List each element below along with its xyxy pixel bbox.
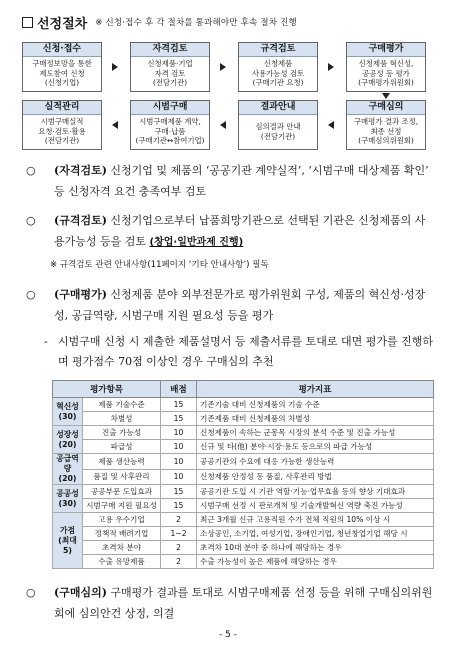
label-spec-review: (규격검토) (54, 214, 107, 227)
table-row (53, 499, 434, 513)
flow-step-line: 시범구매제품 계약, (139, 117, 201, 126)
points-cell: 15 (161, 412, 197, 426)
category-score: (20) (58, 474, 77, 483)
item-cell: 정책적 배려기업 (83, 527, 161, 541)
flow-step-line: (구매평가위원회) (358, 78, 414, 87)
indicator-cell: 시범구매 선정 시 판로개척 및 기술개발혁신 역량 축진 가능성 (197, 499, 434, 513)
indicator-cell: 공공기관의 수요에 대응 가능한 생산능력 (197, 454, 434, 470)
indicator-cell: 소상공인, 소기업, 여성기업, 장애인기업, 청년창업기업 해당 시 (197, 527, 434, 541)
table-row (53, 440, 434, 454)
category-name: 공공성 (56, 488, 79, 498)
flow-step-head: 실적관리 (23, 101, 101, 115)
category-name: 성장성 (56, 429, 79, 439)
points-cell: 15 (161, 499, 197, 513)
category-cell (53, 513, 83, 569)
text-spec-review: 신청기업으로부터 납품희망기관으로 선택된 기관은 신청제품의 사용가능성 등을 검토 (54, 214, 426, 248)
table-row (53, 485, 434, 499)
flow-step-line: 구매·납품 (154, 126, 186, 136)
category-score: (30) (58, 498, 77, 508)
item-cell: 시범구매 지원 필요성 (83, 499, 161, 513)
paragraph-spec-review (26, 210, 434, 253)
flow-step-line: 제도참여 신청 (39, 68, 85, 78)
points-cell: 15 (161, 485, 197, 499)
flow-step-spec (238, 42, 318, 92)
paragraph-purchase-review (26, 582, 434, 624)
item-cell: 초격차 분야 (83, 541, 161, 555)
indicator-cell: 수출 가능성이 높은 제품에 해당하는 경우 (197, 555, 434, 569)
flow-step-body (347, 115, 425, 147)
flow-step-body (239, 115, 317, 142)
bullet-circle: ○ (26, 214, 36, 227)
item-cell: 차별성 (83, 412, 161, 426)
bullet-circle: ○ (26, 288, 36, 301)
text-purchase-review: 구매평가 결과를 토대로 시범구매제품 선정 등을 위해 구매심의위원회에 심의안건 상정, 의결 (54, 586, 433, 620)
flow-step-line: 공공성 등 평가 (362, 68, 410, 78)
flow-step-record (22, 100, 102, 150)
title-note: ※ 신청·접수 후 각 절차를 통과해야만 후속 절차 진행 (95, 18, 297, 28)
indicator-cell: 최근 3개월 신규 고용직원 수가 전체 직원의 10% 이상 시 (197, 513, 434, 527)
points-cell: 2 (161, 513, 197, 527)
points-cell: 2 (161, 555, 197, 569)
category-cell (53, 398, 83, 426)
flow-step-head: 결과안내 (239, 101, 317, 115)
flow-step-body (23, 57, 101, 89)
emphasis-track: (창업·일반과제 진행) (149, 237, 244, 248)
category-cell (53, 454, 83, 485)
page-number: - 5 - (219, 630, 237, 640)
flow-step-line: 사용가능성 검토 (251, 68, 305, 78)
flow-step-head: 자격검토 (131, 43, 209, 57)
points-cell: 10 (161, 440, 197, 454)
paragraph-purchase-eval (26, 284, 434, 326)
item-cell: 고용 우수기업 (83, 513, 161, 527)
flow-step-line: 신청제품 (263, 59, 293, 68)
flow-step-line: 구매정보망을 통한 (32, 59, 92, 68)
points-cell: 15 (161, 398, 197, 412)
flow-step-body (131, 115, 209, 147)
text-eligibility: 신청기업 및 제품의 ‘공공기관 계약실적’, ‘시범구매 대상제품 확인’ 등 신청자격 요건 충족여부 검토 (54, 164, 429, 198)
flow-step-line: (전담기관) (152, 78, 188, 87)
points-cell: 1~2 (161, 527, 197, 541)
label-eligibility: (자격검토) (54, 164, 107, 177)
flow-step-line: 신청제품 혁신성, (358, 59, 414, 68)
category-name: 혁신성 (56, 401, 79, 411)
indicator-cell: 기존기술 대비 신청제품의 기술 수준 (197, 398, 434, 412)
flow-step-head: 시범구매 (131, 101, 209, 115)
evaluation-table (52, 380, 434, 569)
flow-step-head: 규격검토 (239, 43, 317, 57)
header-indicator: 평가지표 (197, 381, 434, 398)
header-score: 배점 (161, 381, 197, 398)
paragraph-eligibility (26, 160, 434, 202)
flow-step-head: 구매평가 (347, 43, 425, 57)
flow-step-line: (구매기관 요청) (252, 78, 304, 87)
table-row (53, 454, 434, 470)
text-purchase-eval-detail: 시범구매 신청 시 제출한 제품설명서 등 제출서류를 토대로 대면 평가를 진행하며 평가점수 70점 이상인 경우 구매심의 추천 (58, 335, 433, 368)
arrow-right-icon (220, 63, 226, 71)
item-cell: 제품 기술수준 (83, 398, 161, 412)
category-cell (53, 485, 83, 513)
label-purchase-review: (구매심의) (54, 586, 107, 599)
table-row (53, 469, 434, 485)
flow-step-line: (구매기관↔참여기업) (135, 136, 205, 145)
indicator-cell: 기존제품 대비 신청제품의 차별성 (197, 412, 434, 426)
points-cell: 10 (161, 426, 197, 440)
flow-step-line: (신청기업) (44, 78, 80, 87)
spec-review-note: ※ 규격검토 관련 안내사항(11페이지 ‘기타 안내사항’) 필독 (50, 260, 269, 270)
flow-step-body (347, 57, 425, 89)
indicator-cell: 신청제품 안정성 등 품질, 사후관리 방법 (197, 469, 434, 485)
item-cell: 품질 및 사후관리 (83, 469, 161, 485)
flow-step-line: 심의결과 안내 (255, 122, 301, 131)
arrow-down-icon (382, 93, 390, 99)
indicator-cell: 신규 및 타(他) 분야·시장·용도 등으로의 파급 가능성 (197, 440, 434, 454)
text-purchase-eval: 신청제품 분야 외부전문가로 평가위원회 구성, 제품의 혁신성·성장성, 공급역량, 시범구매 지원 필요성 등을 평가 (54, 288, 426, 322)
arrow-right-icon (328, 63, 334, 71)
flow-step-pilot-purchase (130, 100, 210, 150)
table-row (53, 398, 434, 412)
category-score: (최대 5) (58, 535, 77, 555)
flow-step-line: (전담기관) (44, 136, 80, 145)
flow-step-review (346, 100, 426, 150)
table-row (53, 555, 434, 569)
points-cell: 10 (161, 469, 197, 485)
points-cell: 10 (161, 454, 197, 470)
item-cell: 파급성 (83, 440, 161, 454)
flow-step-apply (22, 42, 102, 92)
flow-step-qualification (130, 42, 210, 92)
flow-step-line: (전담기관) (260, 131, 296, 141)
points-cell: 2 (161, 541, 197, 555)
flow-step-body (23, 115, 101, 147)
flow-step-line: 시범구매실적 (40, 117, 84, 126)
header-item: 평가항목 (53, 381, 161, 398)
bullet-circle: ○ (26, 164, 36, 177)
category-name: 가점 (59, 525, 76, 535)
title-main: 선정절차 (37, 16, 88, 32)
table-row (53, 541, 434, 555)
bullet-dash: - (44, 335, 48, 348)
indicator-cell: 초격차 10대 분야 중 하나에 해당하는 경우 (197, 541, 434, 555)
category-score: (20) (58, 439, 77, 449)
table-header-row (53, 381, 434, 398)
item-cell: 수출 유망제품 (83, 555, 161, 569)
table-row (53, 412, 434, 426)
arrow-left-icon (112, 121, 118, 129)
checkbox-square-icon (22, 17, 33, 28)
bullet-circle: ○ (26, 586, 36, 599)
flow-step-line: 자격 검토 (154, 68, 186, 78)
table-row (53, 527, 434, 541)
flow-step-evaluation (346, 42, 426, 92)
flow-step-body (239, 57, 317, 89)
arrow-left-icon (220, 121, 226, 129)
section-title (22, 12, 297, 32)
indicator-cell: 공공기관 도입 시 기관 역할·기능·업무효율 등의 향상 기대효과 (197, 485, 434, 499)
flow-step-head: 구매심의 (347, 101, 425, 115)
category-score: (30) (58, 411, 77, 421)
item-cell: 진출 가능성 (83, 426, 161, 440)
flow-step-head: 신청·접수 (23, 43, 101, 57)
label-purchase-eval: (구매평가) (54, 288, 107, 301)
indicator-cell: 신청제품이 속하는 군몽목 시장의 분석 수준 및 진출 가능성 (197, 426, 434, 440)
flow-step-line: 최종 선정 (370, 126, 402, 136)
item-cell: 공공부문 도입효과 (83, 485, 161, 499)
flow-step-line: 요청·검토·활용 (38, 126, 86, 136)
item-cell: 제품 생산능력 (83, 454, 161, 470)
arrow-right-icon (112, 63, 118, 71)
arrow-left-icon (328, 121, 334, 129)
flow-step-line: 신청제품·기업 (147, 59, 193, 68)
table-row (53, 513, 434, 527)
flow-step-body (131, 57, 209, 89)
table-row (53, 426, 434, 440)
flow-step-line: (구매심의위원회) (358, 136, 414, 145)
paragraph-purchase-eval-detail (44, 332, 440, 372)
category-name: 공급역량 (56, 454, 79, 473)
category-cell (53, 426, 83, 454)
flow-step-line: 구매평가 결과 조정, (353, 117, 419, 126)
flow-step-result (238, 100, 318, 150)
